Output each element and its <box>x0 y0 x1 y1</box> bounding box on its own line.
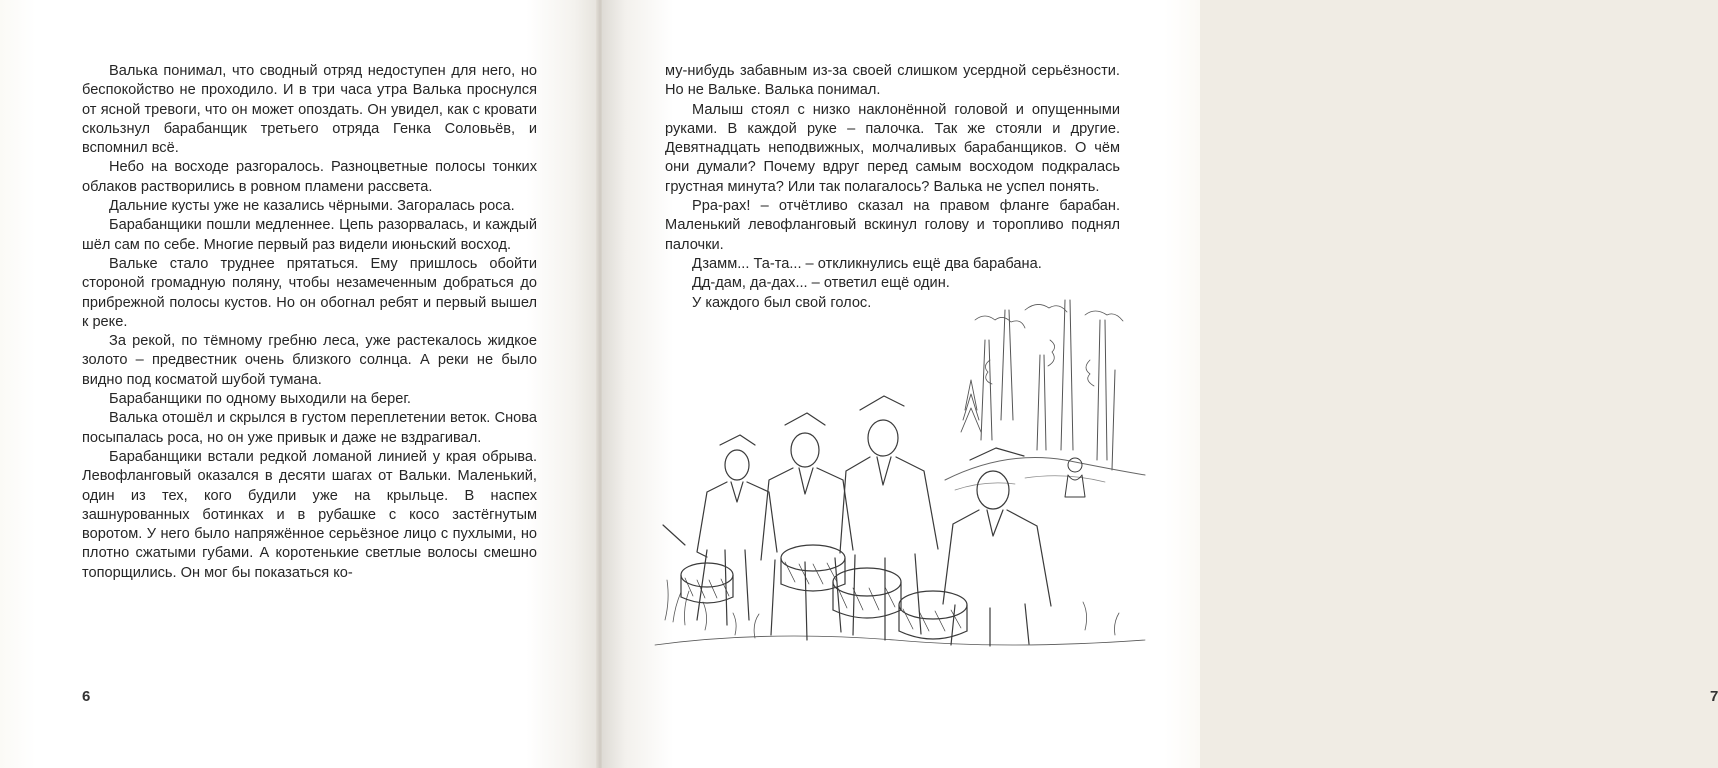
paragraph: Малыш стоял с низко наклонённой головой и опущенными руками. В каждой руке – палочка. Так же стояли и другие. Девятнадцать неподвижных, молчаливых барабанщиков. О чём они думали? Почему вдруг перед самым восходом подкралась грустная минута? Или так полагалось? Валька не успел понять. <box>665 101 1120 195</box>
left-page-text <box>82 62 537 583</box>
paragraph: Небо на восходе разгоралось. Разноцветные полосы тонких облаков растворились в ровном пламени рассвета. <box>82 159 537 195</box>
paragraph: Дальние кусты уже не казались чёрными. Загоралась роса. <box>109 198 515 215</box>
drummer-2 <box>761 413 853 640</box>
paragraph: Барабанщики встали редкой ломаной линией у края обрыва. Левофланговый оказался в десяти шагах от Вальки. Маленький, один из тех, кого будили уже на крыльце. В наспех зашнурованных ботинках и в рубашке с косо застёгнутым воротом. У него было напряжённое серьёзное лицо с пухлыми, но плотно сжатыми губами. А коротенькие светлые волосы смешно топорщились. Он мог бы показаться ко- <box>82 448 537 581</box>
drummers-illustration <box>645 300 1145 665</box>
page-number-left: 6 <box>82 688 91 705</box>
right-page-text <box>665 62 1120 313</box>
left-page <box>0 0 598 768</box>
paragraph-continuation: му-нибудь забавным из-за своей слишком усердной серьёзности. Но не Вальке. Валька понимал. <box>665 63 1120 99</box>
paragraph: Вальке стало труднее прятаться. Ему пришлось обойти стороной громадную поляну, чтобы незамеченным добраться до прибрежной полосы кустов. Но он обогнал ребят и первый вышел к реке. <box>82 255 537 330</box>
distant-boy <box>1065 458 1085 497</box>
paragraph: Валька понимал, что сводный отряд недоступен для него, но беспокойство не проходило. И в три часа утра Валька проснулся от ясной тревоги, что он может опоздать. Он увидел, как с кровати скользнул барабанщик третьего отряда Генка Соловьёв, и вспомнил всё. <box>82 63 537 157</box>
forest-trees <box>961 300 1123 470</box>
paragraph: Валька отошёл и скрылся в густом переплетении веток. Снова посыпалась роса, но он уже привык и даже не вздрагивал. <box>82 410 537 446</box>
paragraph: Барабанщики пошли медленнее. Цепь разорвалась, и каждый шёл сам по себе. Многие первый раз видели июньский восход. <box>82 217 537 253</box>
drummer-1 <box>663 435 777 625</box>
hillside <box>945 458 1145 481</box>
page-number-right: 7 <box>1710 688 1718 705</box>
paragraph: Дд-дам, да-дах... – ответил ещё один. <box>692 275 950 292</box>
paragraph: Дзамм... Та-та... – откликнулись ещё два барабана. <box>692 255 1042 272</box>
paragraph: Рра-рах! – отчётливо сказал на правом фланге барабан. Маленький левофланговый вскинул голову и торопливо поднял палочки. <box>665 198 1120 253</box>
paragraph: У каждого был свой голос. <box>692 294 872 311</box>
paragraph: Барабанщики по одному выходили на берег. <box>109 391 411 408</box>
paragraph: За рекой, по тёмному гребню леса, уже растекалось жидкое золото – предвестник очень близкого солнца. А реки не было видно под косматой шубой тумана. <box>82 333 537 388</box>
grass <box>655 580 1145 645</box>
